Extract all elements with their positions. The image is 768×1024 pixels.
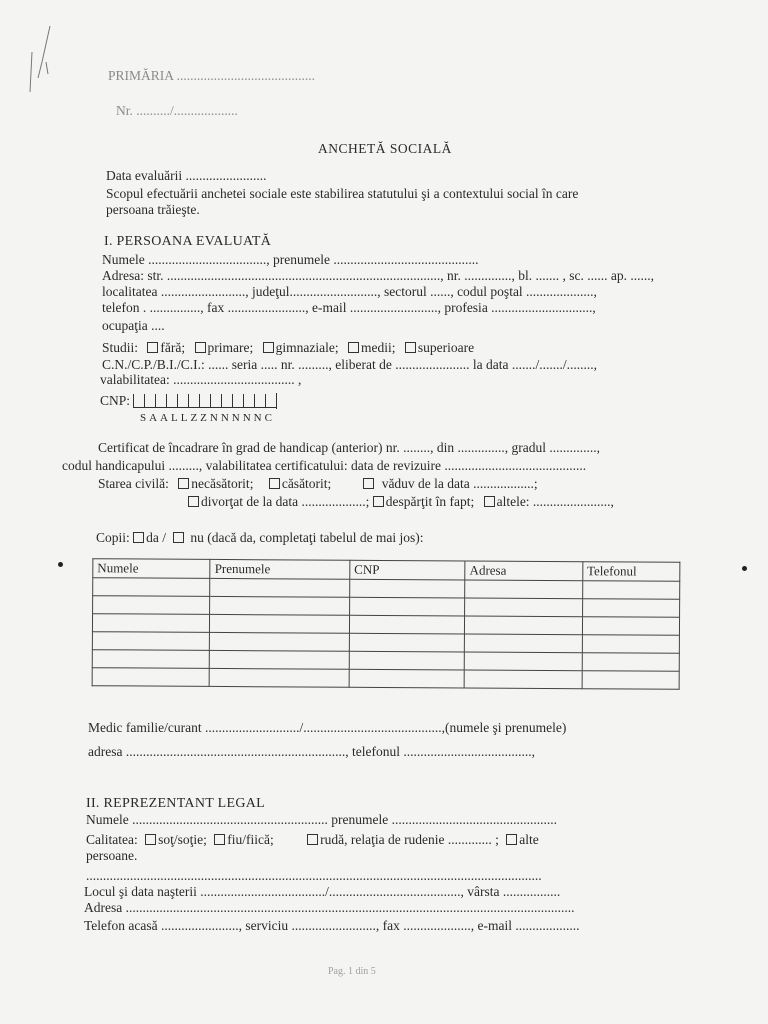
copii-nu-label: nu (dacă da, completaţi tabelul de mai jos): <box>190 530 424 545</box>
table-row[interactable] <box>92 668 679 690</box>
studii-gimnaziale-label: gimnaziale; <box>275 340 339 355</box>
col-adresa: Adresa <box>465 561 583 581</box>
vaduv-checkbox[interactable] <box>363 478 374 489</box>
rep-numele-line: Numele .......................................................... prenumele ................................................. <box>86 812 557 827</box>
primaria-line: PRIMĂRIA ......................................... <box>108 68 316 83</box>
certificat-line-2: codul handicapului ........., valabilitatea certificatului: data de revizuire .......................................... <box>62 458 587 473</box>
col-telefonul: Telefonul <box>582 562 679 582</box>
studii-superioare-label: superioare <box>417 340 475 355</box>
cnp-row <box>100 393 277 409</box>
sot-label: soţ/soţie; <box>158 832 207 847</box>
studii-gimnaziale-checkbox[interactable] <box>263 342 274 353</box>
necasatorit-label: necăsătorit; <box>191 476 254 491</box>
col-prenumele: Prenumele <box>210 559 350 579</box>
alte-label: alte <box>519 832 539 847</box>
rep-adresa-line: Adresa ..................................................................................................................................... <box>84 900 575 915</box>
stare-civila-label: Starea civilă: <box>98 476 169 491</box>
certificat-line-1: Certificat de încadrare în grad de handicap (anterior) nr. ........, din .............., gradul .............., <box>98 440 600 455</box>
nr-line: Nr. ........../................... <box>116 103 238 118</box>
data-evaluarii: Data evaluării ........................ <box>106 168 267 183</box>
copii-table <box>92 558 681 690</box>
cnp-legend: SAALLZZNNNNNC <box>140 412 275 424</box>
valabilitatea-line: valabilitatea: .................................... , <box>100 372 302 387</box>
page-number: Pag. 1 din 5 <box>328 966 376 977</box>
necasatorit-checkbox[interactable] <box>178 478 189 489</box>
calitatea-row <box>86 832 539 848</box>
fiu-checkbox[interactable] <box>214 834 225 845</box>
despartit-checkbox[interactable] <box>373 496 384 507</box>
copii-nu-checkbox[interactable] <box>173 532 184 543</box>
col-numele: Numele <box>93 559 211 579</box>
studii-superioare-checkbox[interactable] <box>405 342 416 353</box>
studii-fara-checkbox[interactable] <box>147 342 158 353</box>
punch-mark <box>58 562 63 567</box>
page-title: ANCHETĂ SOCIALĂ <box>318 141 452 156</box>
sot-checkbox[interactable] <box>145 834 156 845</box>
studii-medii-checkbox[interactable] <box>348 342 359 353</box>
studii-row <box>102 340 474 356</box>
altele-checkbox[interactable] <box>484 496 495 507</box>
ocupatia-line: ocupaţia .... <box>102 318 165 333</box>
medic-line: Medic familie/curant ............................/.........................................,(numele şi prenumele) <box>88 720 567 735</box>
vaduv-label: văduv de la data ..................; <box>381 476 538 491</box>
casatorit-checkbox[interactable] <box>269 478 280 489</box>
pen-mark-icon <box>12 22 62 102</box>
rep-telefon-line: Telefon acasă ......................., serviciu ........................., fax ...................., e-mail ................... <box>84 918 580 933</box>
punch-mark <box>742 566 747 571</box>
telefon-line: telefon . ..............., fax ......................., e-mail .........................., profesia .............................., <box>102 300 596 315</box>
cnp-label: CNP: <box>100 393 131 408</box>
cnp-input[interactable] <box>133 393 277 409</box>
numele-line: Numele ..................................., prenumele ........................................... <box>102 252 479 267</box>
copii-da-label: da / <box>146 530 167 545</box>
copii-da-checkbox[interactable] <box>133 532 144 543</box>
localitatea-line: localitatea ........................., judeţul.........................., sectorul ......, codul poştal ...................., <box>102 284 597 299</box>
studii-primare-checkbox[interactable] <box>195 342 206 353</box>
studii-label: Studii: <box>102 340 139 355</box>
casatorit-label: căsătorit; <box>281 476 332 491</box>
copii-row <box>96 530 424 546</box>
despartit-label: despărţit în fapt; <box>385 494 475 509</box>
alte-checkbox[interactable] <box>506 834 517 845</box>
adresa-line: Adresa: str. ................................................................................., nr. .............., bl. ....... , sc. ...... ap. ......, <box>102 268 654 283</box>
scop-line-1: Scopul efectuării anchetei sociale este stabilirea statutului şi a contextului social în care <box>106 186 579 201</box>
copii-label: Copii: <box>96 530 130 545</box>
calitatea-label: Calitatea: <box>86 832 138 847</box>
stare-civila-row-2 <box>188 494 614 510</box>
section-2-heading: II. REPREZENTANT LEGAL <box>86 796 266 811</box>
locul-line: Locul şi data naşterii ...................................../......................................., vârsta ................. <box>84 884 561 899</box>
divortat-label: divorţat de la data ...................; <box>201 494 370 509</box>
studii-medii-label: medii; <box>360 340 396 355</box>
studii-primare-label: primare; <box>207 340 254 355</box>
cn-line: C.N./C.P./B.I./C.I.: ...... seria ..... nr. ........., eliberat de ...................... la data ......./......./........, <box>102 357 597 372</box>
dots-line: ....................................................................................................................................... <box>86 868 542 883</box>
ruda-label: rudă, relaţia de rudenie ............. ; <box>320 832 499 847</box>
scop-line-2: persoana trăieşte. <box>106 202 200 217</box>
fiu-label: fiu/fiică; <box>227 832 274 847</box>
studii-fara-label: fără; <box>160 340 186 355</box>
altele-label: altele: ......................., <box>496 494 614 509</box>
divortat-checkbox[interactable] <box>188 496 199 507</box>
medic-adresa-line: adresa ................................................................., telefonul ......................................, <box>88 744 535 759</box>
ruda-checkbox[interactable] <box>307 834 318 845</box>
persoane-line: persoane. <box>86 848 138 863</box>
stare-civila-row-1 <box>98 476 538 492</box>
section-1-heading: I. PERSOANA EVALUATĂ <box>104 234 272 249</box>
col-cnp: CNP <box>350 560 466 580</box>
